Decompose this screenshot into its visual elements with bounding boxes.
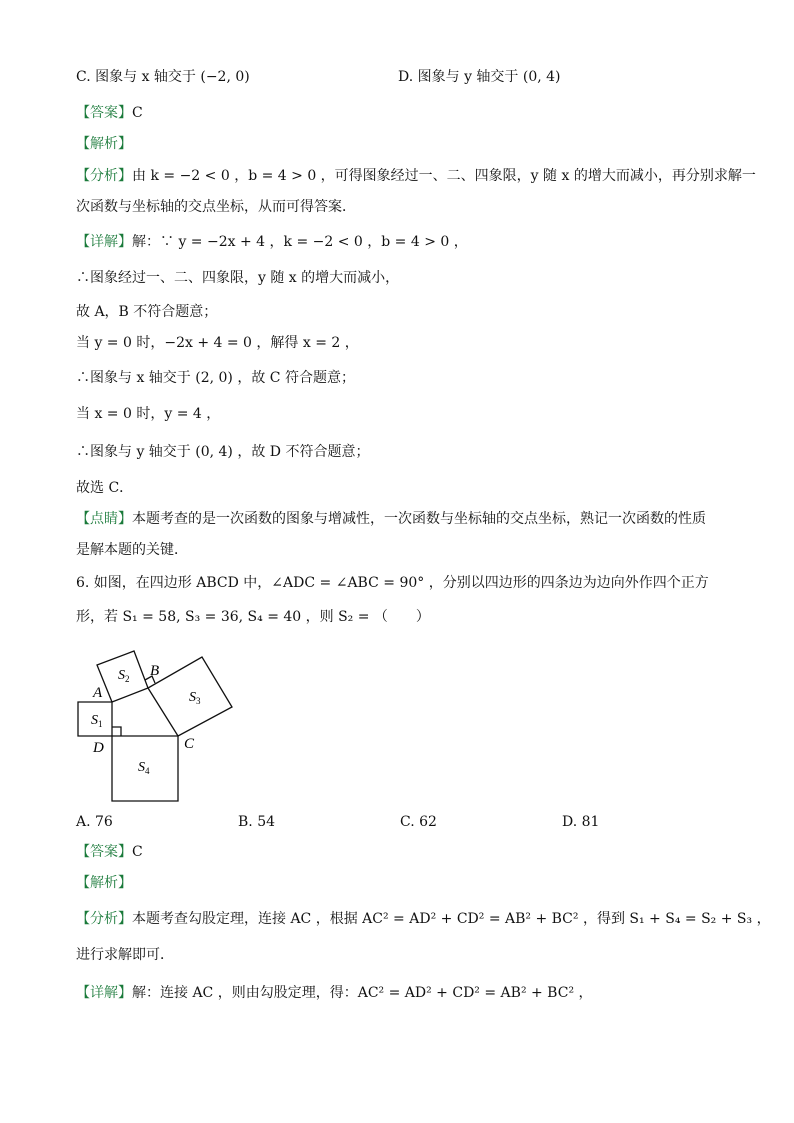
q6-answer-line — [76, 842, 143, 862]
q6-analysis-tag: 【分析】 — [76, 911, 132, 927]
detail-line-5: ∴图象与 x 轴交于 (2, 0) ，故 C 符合题意； — [76, 370, 355, 386]
q6-analysis-text-1: 本题考查勾股定理，连接 AC ，根据 AC² = AD² + CD² = AB² + BC² ，得到 S₁ + S₄ = S₂ + S₃ ， — [132, 911, 771, 927]
option-c-prev: C. 图象与 x 轴交于 (−2, 0) — [76, 69, 250, 85]
detail-text-1: 解：∵ y = −2x + 4 ，k = −2 < 0 ，b = 4 > 0 ， — [132, 234, 468, 250]
comment-text-1: 本题考查的是一次函数的图象与增减性，一次函数与坐标轴的交点坐标，熟记一次函数的性质 — [132, 511, 706, 527]
q6-detail-line-1 — [76, 983, 593, 1003]
question-6-stem-2: 形，若 S₁ = 58, S₃ = 36, S₄ = 40 ，则 S₂ = （ ） — [76, 609, 430, 625]
comment-tag: 【点睛】 — [76, 511, 132, 527]
square-label-s4: $S_4$ — [138, 760, 150, 776]
question-6-stem-1: 6. 如图，在四边形 ABCD 中，∠ADC = ∠ABC = 90° ，分别以四边形的四条边为边向外作四个正方 — [76, 575, 709, 591]
option-d: D. 81 — [562, 814, 600, 830]
detail-tag: 【详解】 — [76, 234, 132, 250]
answer-tag: 【答案】 — [76, 105, 132, 121]
q6-analysis-line-1 — [76, 909, 771, 929]
vertex-label-d: D — [93, 740, 104, 756]
q6-detail-text-1: 解：连接 AC ，则由勾股定理，得：AC² = AD² + CD² = AB² + BC² ， — [132, 985, 593, 1001]
option-a: A. 76 — [76, 814, 113, 830]
comment-line-2: 是解本题的关键． — [76, 542, 188, 558]
detail-line-2: ∴图象经过一、二、四象限，y 随 x 的增大而减小， — [76, 270, 400, 286]
right-angle-d — [112, 727, 121, 736]
option-d-prev: D. 图象与 y 轴交于 (0, 4) — [398, 69, 561, 85]
detail-line-8: 故选 C． — [76, 480, 134, 496]
analysis-line-2: 次函数与坐标轴的交点坐标，从而可得答案． — [76, 199, 356, 215]
option-c: C. 62 — [400, 814, 437, 830]
quadrilateral-squares-figure — [0, 0, 260, 820]
square-label-s1: $S_1$ — [91, 713, 103, 729]
detail-line-6: 当 x = 0 时，y = 4 ， — [76, 406, 221, 422]
analysis-heading: 【解析】 — [76, 136, 132, 152]
q6-answer-tag: 【答案】 — [76, 844, 132, 860]
vertex-label-b: B — [150, 663, 160, 679]
vertex-label-a: A — [93, 685, 103, 701]
detail-line-4: 当 y = 0 时，−2x + 4 = 0 ，解得 x = 2 ， — [76, 335, 359, 351]
analysis-tag: 【分析】 — [76, 168, 132, 184]
option-b: B. 54 — [238, 814, 276, 830]
vertex-label-c: C — [184, 736, 195, 752]
q6-detail-tag: 【详解】 — [76, 985, 132, 1001]
q6-answer-value: C — [132, 844, 143, 860]
analysis-text-1: 由 k = −2 < 0 ，b = 4 > 0 ，可得图象经过一、二、四象限，y 随 x 的增大而减小，再分别求解一 — [132, 168, 756, 184]
q6-analysis-heading: 【解析】 — [76, 875, 132, 891]
detail-line-7: ∴图象与 y 轴交于 (0, 4) ，故 D 不符合题意； — [76, 444, 370, 460]
q6-analysis-line-2: 进行求解即可． — [76, 947, 174, 963]
square-label-s2: $S_2$ — [118, 668, 130, 684]
answer-value: C — [132, 105, 143, 121]
square-label-s3: $S_3$ — [189, 690, 201, 706]
detail-line-3: 故 A，B 不符合题意； — [76, 304, 218, 320]
